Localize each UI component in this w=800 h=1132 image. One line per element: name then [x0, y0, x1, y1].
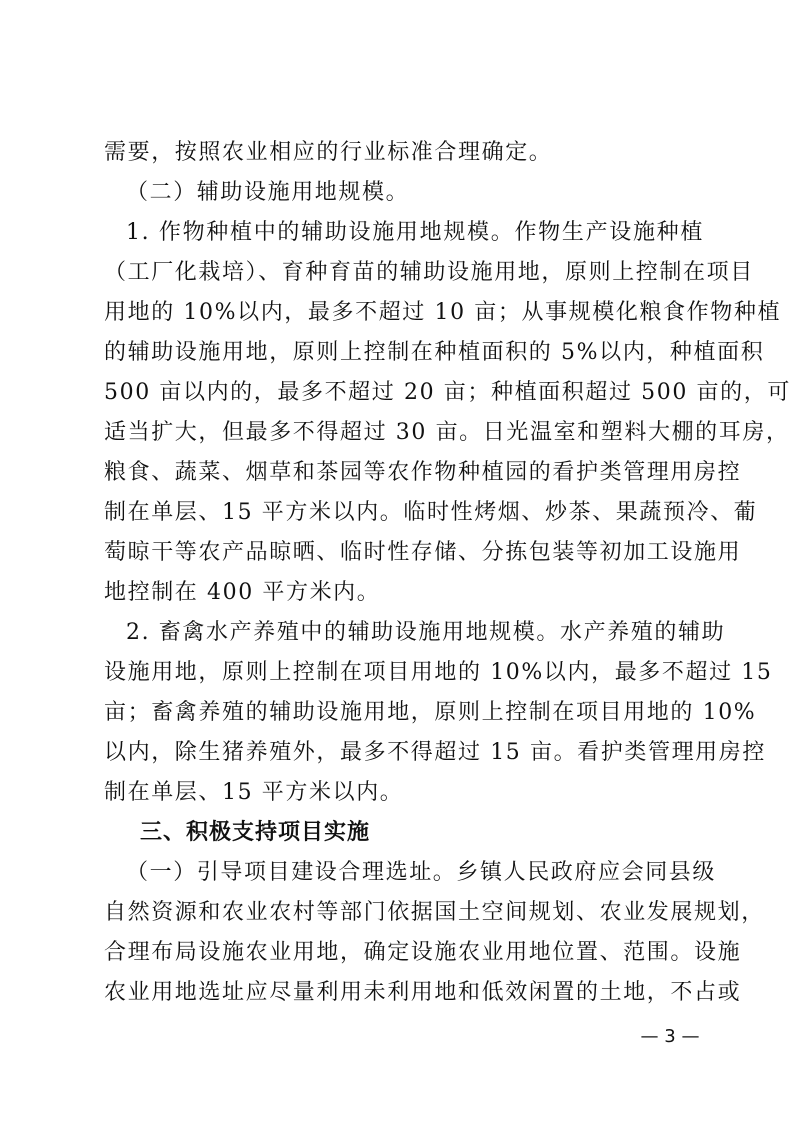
paragraph-line: 粮食、蔬菜、烟草和茶园等农作物种植园的看护类管理用房控: [104, 460, 742, 485]
paragraph-line: 自然资源和农业农村等部门依据国土空间规划、农业发展规划，: [104, 900, 765, 925]
paragraph-line: 适当扩大，但最多不得超过 30 亩。日光温室和塑料大棚的耳房，: [104, 420, 790, 445]
paragraph-line: （工厂化栽培）、育种育苗的辅助设施用地，原则上控制在项目: [104, 260, 754, 285]
paragraph-line: 需要，按照农业相应的行业标准合理确定。: [104, 140, 553, 165]
paragraph-line: 农业用地选址应尽量利用未利用地和低效闲置的土地，不占或: [104, 980, 742, 1005]
paragraph-line: 亩；畜禽养殖的辅助设施用地，原则上控制在项目用地的 10%: [104, 700, 757, 725]
paragraph-line: 2. 畜禽水产养殖中的辅助设施用地规模。水产养殖的辅助: [126, 620, 726, 645]
paragraph-line: 制在单层、15 平方米以内。临时性烤烟、炒茶、果蔬预冷、葡: [104, 500, 758, 525]
paragraph-line: 萄晾干等农产品晾晒、临时性存储、分拣包装等初加工设施用: [104, 540, 742, 565]
paragraph-line: 1. 作物种植中的辅助设施用地规模。作物生产设施种植: [126, 220, 704, 245]
paragraph-line: 以内，除生猪养殖外，最多不得超过 15 亩。看护类管理用房控: [104, 740, 766, 765]
paragraph-line: 合理布局设施农业用地，确定设施农业用地位置、范围。设施: [104, 940, 742, 965]
paragraph-line: （一）引导项目建设合理选址。乡镇人民政府应会同县级: [126, 860, 717, 885]
page-number: — 3 —: [640, 1026, 700, 1047]
section-subheading: （二）辅助设施用地规模。: [126, 180, 410, 205]
paragraph-line: 地控制在 400 平方米内。: [104, 580, 381, 605]
paragraph-line: 的辅助设施用地，原则上控制在种植面积的 5%以内，种植面积: [104, 340, 765, 365]
section-heading: 三、积极支持项目实施: [140, 820, 371, 845]
paragraph-line: 制在单层、15 平方米以内。: [104, 780, 404, 805]
paragraph-line: 用地的 10%以内，最多不超过 10 亩；从事规模化粮食作物种植: [104, 300, 782, 325]
paragraph-line: 设施用地，原则上控制在项目用地的 10%以内，最多不超过 15: [104, 660, 773, 685]
paragraph-line: 500 亩以内的，最多不超过 20 亩；种植面积超过 500 亩的，可: [104, 380, 791, 405]
